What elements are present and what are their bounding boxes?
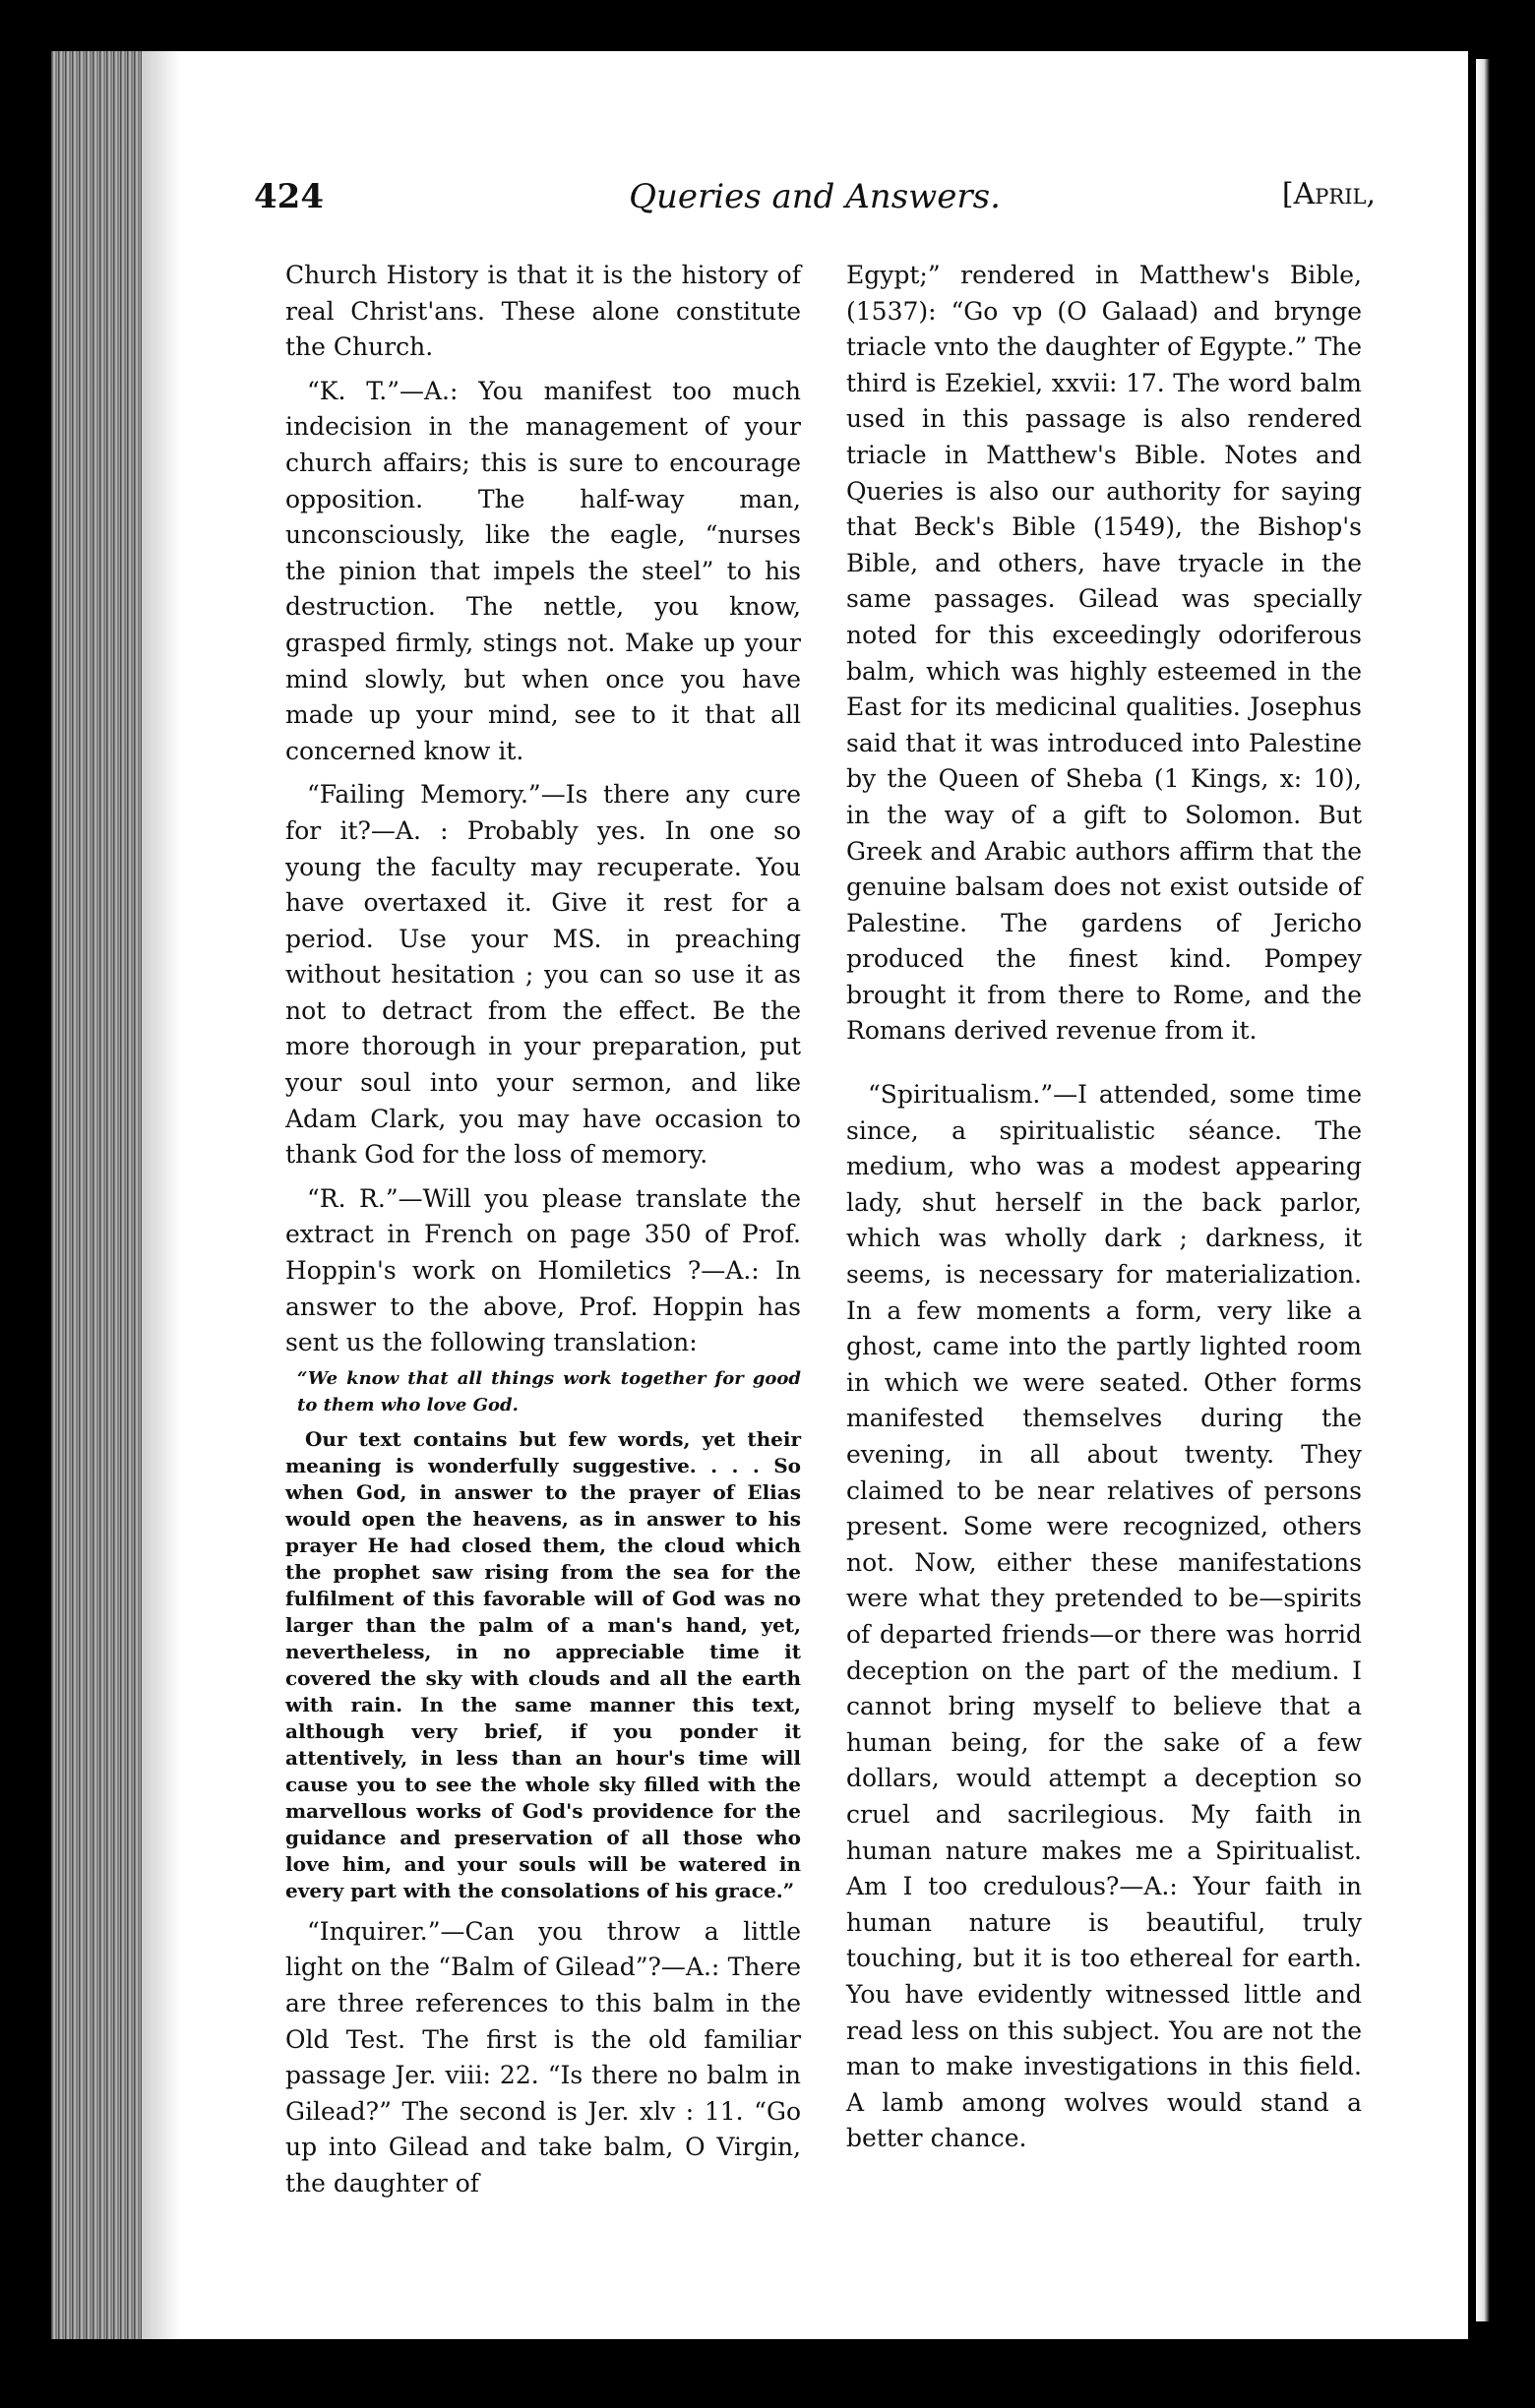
block-quote: Our text contains but few words, yet their meaning is wonderfully suggestive. . . . So when God, in answer to the prayer of Elias would open the heavens, as in answer to his prayer He had closed them, the cloud which the prophet saw rising from the sea for the fulfilment of this favorable will of God was no larger than the palm of a man's hand, yet, nevertheless, in no appreciable time it covered the sky with clouds and all the earth with rain. In the same manner this text, although very brief, if you ponder it attentively, in less than an hour's time will cause you to see the whole sky filled with the marvellous works of God's providence for the guidance and preservation of all those who love him, and your souls will be watered in every part with the consolations of his grace.” [285, 1426, 801, 1902]
right-column [846, 258, 1362, 2157]
page-number: 424 [254, 177, 324, 216]
binding-gutter [51, 51, 142, 2339]
gutter-shadow [142, 51, 181, 2339]
running-month: [April, [1281, 177, 1376, 211]
facing-page-edge [1476, 59, 1490, 2321]
paragraph: “Spiritualism.”—I attended, some time since, a spiritualistic séance. The medium, who was a modest appearing lady, shut herself in the back parlor, which was wholly dark ; darkness, it seems, is necessary for materialization. In a few moments a form, very like a ghost, came into the partly lighted room in which we were seated. Other forms manifested themselves during the evening, in all about twenty. They claimed to be near relatives of persons present. Some were recognized, others not. Now, either these manifestations were what they pretended to be—spirits of departed friends—or there was horrid deception on the part of the medium. I cannot bring myself to believe that a human being, for the sake of a few dollars, would attempt a deception so cruel and sacrilegious. My faith in human nature makes me a Spiritualist. Am I too credulous?—A.: Your faith in human nature is beautiful, truly touching, but it is too ethereal for earth. You have evidently witnessed little and read less on this subject. You are not the man to make investigations in this field. A lamb among wolves would stand a better chance. [846, 1080, 1362, 2153]
paragraph: “Failing Memory.”—Is there any cure for it?—A. : Probably yes. In one so young the faculty may recuperate. You have overtaxed it. Give it rest for a period. Use your MS. in preaching without hesitation ; you can so use it as not to detract from the effect. Be the more thorough in your preparation, put your soul into your sermon, and like Adam Clark, you may have occasion to thank God for the loss of memory. [285, 780, 801, 1170]
running-header [254, 128, 1376, 216]
quote-heading: “We know that all things work together for good to them who love God. [297, 1367, 801, 1415]
running-title: Queries and Answers. [629, 177, 1001, 216]
left-column [285, 258, 801, 2202]
paragraph: “R. R.”—Will you please translate the extract in French on page 350 of Prof. Hoppin's work on Homiletics ?—A.: In answer to the above, Prof. Hoppin has sent us the following translation: [285, 1183, 801, 1357]
paragraph: “Inquirer.”—Can you throw a little light on the “Balm of Gilead”?—A.: There are three references to this balm in the Old Test. The first is the old familiar passage Jer. viii: 22. “Is there no balm in Gilead?” The second is Jer. xlv : 11. “Go up into Gilead and take balm, O Virgin, the daughter of [285, 1916, 801, 2197]
paragraph: “K. T.”—A.: You manifest too much indecision in the management of your church affairs; this is sure to encourage opposition. The half-way man, unconsciously, like the eagle, “nurses the pinion that impels the steel” to his destruction. The nettle, you know, grasped firmly, stings not. Make up your mind slowly, but when once you have made up your mind, see to it that all concerned know it. [285, 376, 801, 765]
paragraph: Egypt;” rendered in Matthew's Bible, (1537): “Go vp (O Galaad) and brynge triacle vnto the daughter of Egypte.” The third is Ezekiel, xxvii: 17. The word balm used in this passage is also rendered triacle in Matthew's Bible. Notes and Queries is also our authority for saying that Beck's Bible (1549), the Bishop's Bible, and others, have tryacle in the same passages. Gilead was specially noted for this exceedingly odoriferous balm, which was highly esteemed in the East for its medicinal qualities. Josephus said that it was introduced into Palestine by the Queen of Sheba (1 Kings, x: 10), in the way of a gift to Solomon. But Greek and Arabic authors affirm that the genuine balsam does not exist outside of Palestine. The gardens of Jericho produced the finest kind. Pompey brought it from there to Rome, and the Romans derived revenue from it. [846, 261, 1362, 1046]
paragraph: Church History is that it is the history of real Christ'ans. These alone constitute the Church. [285, 261, 801, 362]
